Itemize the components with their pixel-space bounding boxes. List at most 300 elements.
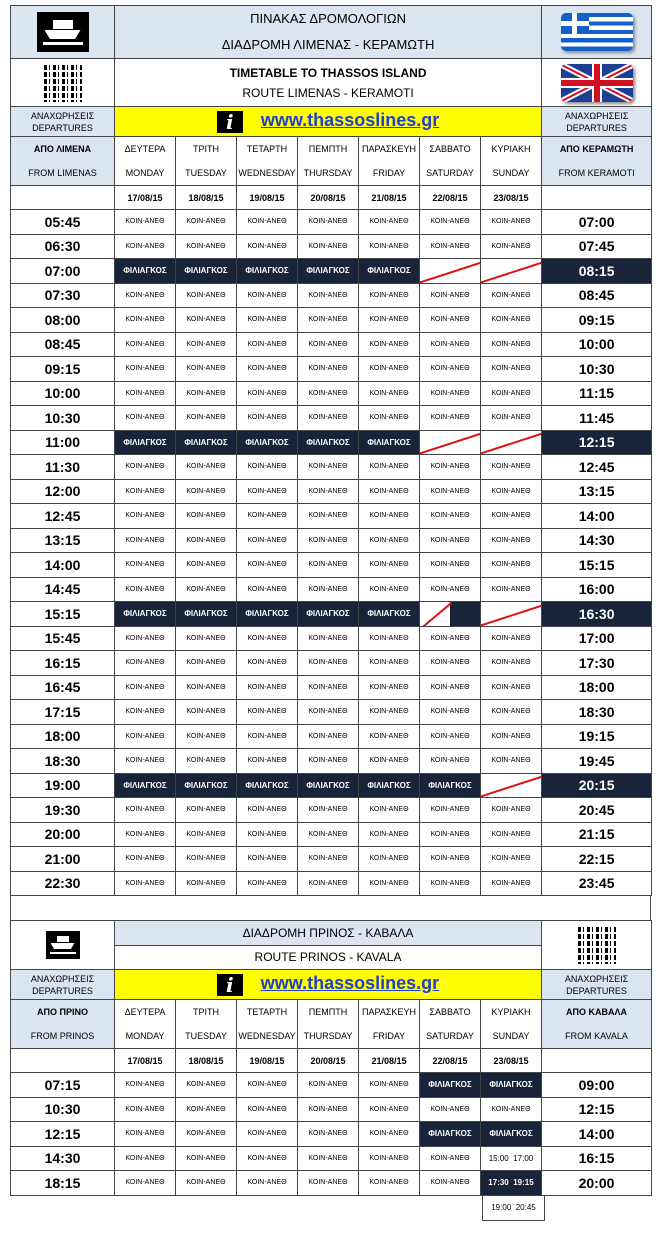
service-koin-aneth: ΚΟΙΝ-ΑΝΕΘ <box>359 675 420 700</box>
service-koin-aneth: ΚΟΙΝ-ΑΝΕΘ <box>237 210 298 235</box>
greek-flag-icon <box>561 13 633 51</box>
service-filiagkos: ΦΙΛΙΑΓΚΟΣ <box>420 1122 481 1147</box>
table-row <box>11 381 652 406</box>
service-koin-aneth: ΚΟΙΝ-ΑΝΕΘ <box>176 1073 237 1098</box>
service-koin-aneth: ΚΟΙΝ-ΑΝΕΘ <box>420 700 481 725</box>
service-filiagkos: ΦΙΛΙΑΓΚΟΣ <box>176 430 237 455</box>
service-koin-aneth: ΚΟΙΝ-ΑΝΕΘ <box>359 357 420 382</box>
date-cell: 22/08/15 <box>420 1049 481 1073</box>
day-header <box>481 1000 542 1049</box>
timetable-page <box>10 5 651 1221</box>
service-koin-aneth: ΚΟΙΝ-ΑΝΕΘ <box>115 406 176 431</box>
date-cell: 21/08/15 <box>359 1049 420 1073</box>
service-koin-aneth: ΚΟΙΝ-ΑΝΕΘ <box>237 381 298 406</box>
date-cell: 23/08/15 <box>481 1049 542 1073</box>
departure-time: 12:00 <box>11 479 115 504</box>
departure-time: 14:45 <box>11 577 115 602</box>
departure-time: 15:15 <box>11 602 115 627</box>
website-banner <box>115 107 542 137</box>
service-koin-aneth: ΚΟΙΝ-ΑΝΕΘ <box>237 847 298 872</box>
service-koin-aneth: ΚΟΙΝ-ΑΝΕΘ <box>298 700 359 725</box>
date-blank-right <box>542 186 652 210</box>
service-filiagkos: ΦΙΛΙΑΓΚΟΣ <box>359 773 420 798</box>
service-koin-aneth: ΚΟΙΝ-ΑΝΕΘ <box>298 455 359 480</box>
service-koin-aneth: ΚΟΙΝ-ΑΝΕΘ <box>481 749 542 774</box>
service-koin-aneth: ΚΟΙΝ-ΑΝΕΘ <box>420 234 481 259</box>
service-filiagkos: ΦΙΛΙΑΓΚΟΣ <box>298 259 359 284</box>
departure-time: 12:15 <box>11 1122 115 1147</box>
route2-title-gr: ΔΙΑΔΡΟΜΗ ΠΡΙΝΟΣ - ΚΑΒΑΛΑ <box>115 921 541 946</box>
date-cell: 21/08/15 <box>359 186 420 210</box>
service-koin-aneth: ΚΟΙΝ-ΑΝΕΘ <box>115 1146 176 1171</box>
service-koin-aneth: ΚΟΙΝ-ΑΝΕΘ <box>298 749 359 774</box>
service-filiagkos: ΦΙΛΙΑΓΚΟΣ <box>481 1122 542 1147</box>
table-row <box>11 871 652 896</box>
table-row <box>11 700 652 725</box>
service-koin-aneth: ΚΟΙΝ-ΑΝΕΘ <box>237 675 298 700</box>
service-koin-aneth: ΚΟΙΝ-ΑΝΕΘ <box>481 626 542 651</box>
service-koin-aneth: ΚΟΙΝ-ΑΝΕΘ <box>115 1122 176 1147</box>
service-koin-aneth: ΚΟΙΝ-ΑΝΕΘ <box>481 210 542 235</box>
table-row <box>11 798 652 823</box>
service-koin-aneth: ΚΟΙΝ-ΑΝΕΘ <box>359 504 420 529</box>
day-en: THURSDAY <box>303 1031 353 1041</box>
service-koin-aneth: ΚΟΙΝ-ΑΝΕΘ <box>359 871 420 896</box>
service-koin-aneth: ΚΟΙΝ-ΑΝΕΘ <box>481 651 542 676</box>
departure-time: 11:30 <box>11 455 115 480</box>
service-koin-aneth: ΚΟΙΝ-ΑΝΕΘ <box>237 724 298 749</box>
service-koin-aneth: ΚΟΙΝ-ΑΝΕΘ <box>359 798 420 823</box>
service-koin-aneth: ΚΟΙΝ-ΑΝΕΘ <box>298 577 359 602</box>
day-en: THURSDAY <box>303 168 353 178</box>
service-filiagkos: ΦΙΛΙΑΓΚΟΣ <box>481 1073 542 1098</box>
service-koin-aneth: ΚΟΙΝ-ΑΝΕΘ <box>176 1171 237 1196</box>
day-gr: ΠΕΜΠΤΗ <box>308 1007 348 1017</box>
service-koin-aneth: ΚΟΙΝ-ΑΝΕΘ <box>359 455 420 480</box>
date-cell: 17/08/15 <box>115 1049 176 1073</box>
service-koin-aneth: ΚΟΙΝ-ΑΝΕΘ <box>115 479 176 504</box>
table-row <box>11 357 652 382</box>
day-gr: ΤΡΙΤΗ <box>193 1007 219 1017</box>
departure-time: 08:00 <box>11 308 115 333</box>
service-koin-aneth: ΚΟΙΝ-ΑΝΕΘ <box>481 1097 542 1122</box>
service-koin-aneth: ΚΟΙΝ-ΑΝΕΘ <box>359 577 420 602</box>
service-koin-aneth: ΚΟΙΝ-ΑΝΕΘ <box>237 871 298 896</box>
service-koin-aneth: ΚΟΙΝ-ΑΝΕΘ <box>420 577 481 602</box>
time-a: 17:30 <box>488 1178 509 1188</box>
day-header <box>298 137 359 186</box>
service-koin-aneth: ΚΟΙΝ-ΑΝΕΘ <box>298 675 359 700</box>
service-koin-aneth: ΚΟΙΝ-ΑΝΕΘ <box>298 626 359 651</box>
day-gr: ΤΕΤΑΡΤΗ <box>246 1007 288 1017</box>
route1-title-gr: ΠΙΝΑΚΑΣ ΔΡΟΜΟΛΟΓΙΩΝ <box>250 11 406 26</box>
day-gr: ΔΕΥΤΕΡΑ <box>124 144 166 154</box>
service-koin-aneth: ΚΟΙΝ-ΑΝΕΘ <box>420 1146 481 1171</box>
service-koin-aneth: ΚΟΙΝ-ΑΝΕΘ <box>481 847 542 872</box>
service-koin-aneth: ΚΟΙΝ-ΑΝΕΘ <box>176 234 237 259</box>
arrival-time: 08:45 <box>542 283 652 308</box>
service-koin-aneth: ΚΟΙΝ-ΑΝΕΘ <box>115 577 176 602</box>
departure-time: 14:30 <box>11 1146 115 1171</box>
date-cell: 19/08/15 <box>237 186 298 210</box>
ship-icon <box>37 12 89 52</box>
service-koin-aneth: ΚΟΙΝ-ΑΝΕΘ <box>237 332 298 357</box>
table-row <box>11 283 652 308</box>
service-koin-aneth: ΚΟΙΝ-ΑΝΕΘ <box>115 651 176 676</box>
from-limenas-header: ΑΠΟ ΛΙΜΕΝΑ FROM LIMENAS <box>11 137 115 186</box>
service-koin-aneth: ΚΟΙΝ-ΑΝΕΘ <box>176 1122 237 1147</box>
time-a: 15:00 <box>488 1153 509 1163</box>
service-koin-aneth: ΚΟΙΝ-ΑΝΕΘ <box>481 455 542 480</box>
service-koin-aneth: ΚΟΙΝ-ΑΝΕΘ <box>481 528 542 553</box>
departure-time: 15:45 <box>11 626 115 651</box>
service-koin-aneth: ΚΟΙΝ-ΑΝΕΘ <box>237 357 298 382</box>
website-link[interactable]: www.thassoslines.gr <box>260 110 440 131</box>
departures-left-2: ΑΝΑΧΩΡΗΣΕΙΣ DEPARTURES <box>11 970 115 1000</box>
service-koin-aneth: ΚΟΙΝ-ΑΝΕΘ <box>420 553 481 578</box>
service-koin-aneth: ΚΟΙΝ-ΑΝΕΘ <box>481 308 542 333</box>
table-row <box>11 1146 652 1171</box>
ship-icon <box>46 931 80 959</box>
service-koin-aneth: ΚΟΙΝ-ΑΝΕΘ <box>420 332 481 357</box>
service-koin-aneth: ΚΟΙΝ-ΑΝΕΘ <box>420 357 481 382</box>
service-koin-aneth: ΚΟΙΝ-ΑΝΕΘ <box>359 381 420 406</box>
table-row <box>11 822 652 847</box>
service-koin-aneth: ΚΟΙΝ-ΑΝΕΘ <box>115 626 176 651</box>
service-koin-aneth: ΚΟΙΝ-ΑΝΕΘ <box>420 528 481 553</box>
sunday-times <box>481 1146 542 1171</box>
arrival-time: 14:00 <box>542 1122 652 1147</box>
table-row <box>11 479 652 504</box>
service-koin-aneth: ΚΟΙΝ-ΑΝΕΘ <box>359 210 420 235</box>
table-row <box>11 455 652 480</box>
service-koin-aneth: ΚΟΙΝ-ΑΝΕΘ <box>481 822 542 847</box>
service-koin-aneth: ΚΟΙΝ-ΑΝΕΘ <box>176 308 237 333</box>
table-row <box>11 234 652 259</box>
departures-left: ΑΝΑΧΩΡΗΣΕΙΣ DEPARTURES <box>11 107 115 137</box>
service-koin-aneth: ΚΟΙΝ-ΑΝΕΘ <box>359 283 420 308</box>
service-koin-aneth: ΚΟΙΝ-ΑΝΕΘ <box>298 210 359 235</box>
from-kavala-header: ΑΠΟ ΚΑΒΑΛΑ FROM KAVALA <box>542 1000 652 1049</box>
day-header <box>420 137 481 186</box>
arrival-time: 16:15 <box>542 1146 652 1171</box>
day-gr: ΣΑΒΒΑΤΟ <box>429 1007 471 1017</box>
arrival-time: 19:15 <box>542 724 652 749</box>
service-koin-aneth: ΚΟΙΝ-ΑΝΕΘ <box>115 871 176 896</box>
arrival-time: 18:00 <box>542 675 652 700</box>
departure-time: 10:30 <box>11 406 115 431</box>
time-b: 19:15 <box>513 1178 534 1188</box>
from-prinos-header: ΑΠΟ ΠΡΙΝΟ FROM PRINOS <box>11 1000 115 1049</box>
day-header <box>481 137 542 186</box>
departure-time: 05:45 <box>11 210 115 235</box>
service-koin-aneth: ΚΟΙΝ-ΑΝΕΘ <box>115 1073 176 1098</box>
website-banner-2 <box>115 970 542 1000</box>
service-koin-aneth: ΚΟΙΝ-ΑΝΕΘ <box>359 749 420 774</box>
service-koin-aneth: ΚΟΙΝ-ΑΝΕΘ <box>359 406 420 431</box>
day-header <box>237 137 298 186</box>
departure-time: 13:15 <box>11 528 115 553</box>
table-row <box>11 1171 652 1196</box>
service-koin-aneth: ΚΟΙΝ-ΑΝΕΘ <box>176 651 237 676</box>
qr-code-cell-2 <box>542 921 652 970</box>
service-koin-aneth: ΚΟΙΝ-ΑΝΕΘ <box>420 406 481 431</box>
date-cell: 20/08/15 <box>298 1049 359 1073</box>
service-filiagkos: ΦΙΛΙΑΓΚΟΣ <box>176 773 237 798</box>
service-koin-aneth: ΚΟΙΝ-ΑΝΕΘ <box>115 798 176 823</box>
departure-time: 14:00 <box>11 553 115 578</box>
cancelled-cell <box>481 602 542 627</box>
table-row <box>11 332 652 357</box>
spacer <box>10 896 651 920</box>
extra-time-start: 19:00 <box>491 1202 512 1212</box>
service-koin-aneth: ΚΟΙΝ-ΑΝΕΘ <box>481 332 542 357</box>
service-koin-aneth: ΚΟΙΝ-ΑΝΕΘ <box>359 1073 420 1098</box>
service-koin-aneth: ΚΟΙΝ-ΑΝΕΘ <box>359 553 420 578</box>
service-koin-aneth: ΚΟΙΝ-ΑΝΕΘ <box>176 798 237 823</box>
arrival-time: 12:15 <box>542 430 652 455</box>
service-filiagkos: ΦΙΛΙΑΓΚΟΣ <box>359 259 420 284</box>
service-koin-aneth: ΚΟΙΝ-ΑΝΕΘ <box>237 651 298 676</box>
service-koin-aneth: ΚΟΙΝ-ΑΝΕΘ <box>481 798 542 823</box>
departure-time: 17:15 <box>11 700 115 725</box>
service-koin-aneth: ΚΟΙΝ-ΑΝΕΘ <box>481 700 542 725</box>
service-koin-aneth: ΚΟΙΝ-ΑΝΕΘ <box>298 381 359 406</box>
service-koin-aneth: ΚΟΙΝ-ΑΝΕΘ <box>420 651 481 676</box>
service-koin-aneth: ΚΟΙΝ-ΑΝΕΘ <box>359 700 420 725</box>
service-koin-aneth: ΚΟΙΝ-ΑΝΕΘ <box>237 479 298 504</box>
service-koin-aneth: ΚΟΙΝ-ΑΝΕΘ <box>115 332 176 357</box>
service-koin-aneth: ΚΟΙΝ-ΑΝΕΘ <box>298 1097 359 1122</box>
service-koin-aneth: ΚΟΙΝ-ΑΝΕΘ <box>176 577 237 602</box>
day-en: TUESDAY <box>185 1031 227 1041</box>
service-koin-aneth: ΚΟΙΝ-ΑΝΕΘ <box>298 332 359 357</box>
qr-code-icon <box>578 926 616 964</box>
table-row <box>11 626 652 651</box>
arrival-time: 16:00 <box>542 577 652 602</box>
table-row <box>11 577 652 602</box>
table-row <box>11 1073 652 1098</box>
service-koin-aneth: ΚΟΙΝ-ΑΝΕΘ <box>359 1146 420 1171</box>
service-koin-aneth: ΚΟΙΝ-ΑΝΕΘ <box>237 504 298 529</box>
table-row <box>11 749 652 774</box>
service-filiagkos: ΦΙΛΙΑΓΚΟΣ <box>298 430 359 455</box>
service-koin-aneth: ΚΟΙΝ-ΑΝΕΘ <box>298 406 359 431</box>
table-row <box>11 504 652 529</box>
departures-right: ΑΝΑΧΩΡΗΣΕΙΣ DEPARTURES <box>542 107 652 137</box>
service-koin-aneth: ΚΟΙΝ-ΑΝΕΘ <box>481 406 542 431</box>
day-header <box>176 1000 237 1049</box>
service-koin-aneth: ΚΟΙΝ-ΑΝΕΘ <box>176 724 237 749</box>
arrival-time: 19:45 <box>542 749 652 774</box>
service-koin-aneth: ΚΟΙΝ-ΑΝΕΘ <box>298 1146 359 1171</box>
service-koin-aneth: ΚΟΙΝ-ΑΝΕΘ <box>359 626 420 651</box>
service-filiagkos: ΦΙΛΙΑΓΚΟΣ <box>298 773 359 798</box>
table-row <box>11 553 652 578</box>
arrival-time: 21:15 <box>542 822 652 847</box>
arrival-time: 20:15 <box>542 773 652 798</box>
service-koin-aneth: ΚΟΙΝ-ΑΝΕΘ <box>298 479 359 504</box>
service-koin-aneth: ΚΟΙΝ-ΑΝΕΘ <box>176 210 237 235</box>
arrival-time: 14:30 <box>542 528 652 553</box>
arrival-time: 17:30 <box>542 651 652 676</box>
service-koin-aneth: ΚΟΙΝ-ΑΝΕΘ <box>237 1146 298 1171</box>
service-koin-aneth: ΚΟΙΝ-ΑΝΕΘ <box>420 308 481 333</box>
service-koin-aneth: ΚΟΙΝ-ΑΝΕΘ <box>420 871 481 896</box>
date-cell: 22/08/15 <box>420 186 481 210</box>
route2-header <box>115 921 542 970</box>
service-koin-aneth: ΚΟΙΝ-ΑΝΕΘ <box>359 822 420 847</box>
service-filiagkos: ΦΙΛΙΑΓΚΟΣ <box>115 430 176 455</box>
service-filiagkos: ΦΙΛΙΑΓΚΟΣ <box>420 1073 481 1098</box>
service-koin-aneth: ΚΟΙΝ-ΑΝΕΘ <box>176 332 237 357</box>
service-koin-aneth: ΚΟΙΝ-ΑΝΕΘ <box>176 283 237 308</box>
service-koin-aneth: ΚΟΙΝ-ΑΝΕΘ <box>237 455 298 480</box>
service-koin-aneth: ΚΟΙΝ-ΑΝΕΘ <box>115 847 176 872</box>
arrival-time: 10:30 <box>542 357 652 382</box>
departure-time: 11:00 <box>11 430 115 455</box>
service-koin-aneth: ΚΟΙΝ-ΑΝΕΘ <box>420 381 481 406</box>
cancelled-cell <box>420 602 481 627</box>
service-koin-aneth: ΚΟΙΝ-ΑΝΕΘ <box>298 308 359 333</box>
service-koin-aneth: ΚΟΙΝ-ΑΝΕΘ <box>298 871 359 896</box>
service-koin-aneth: ΚΟΙΝ-ΑΝΕΘ <box>481 871 542 896</box>
table-row <box>11 773 652 798</box>
service-koin-aneth: ΚΟΙΝ-ΑΝΕΘ <box>237 528 298 553</box>
service-koin-aneth: ΚΟΙΝ-ΑΝΕΘ <box>176 700 237 725</box>
day-header <box>298 1000 359 1049</box>
service-koin-aneth: ΚΟΙΝ-ΑΝΕΘ <box>359 234 420 259</box>
day-en: WEDNESDAY <box>238 1031 296 1041</box>
service-koin-aneth: ΚΟΙΝ-ΑΝΕΘ <box>420 626 481 651</box>
qr-code-icon <box>44 64 82 102</box>
route1-table <box>10 5 652 896</box>
service-koin-aneth: ΚΟΙΝ-ΑΝΕΘ <box>359 847 420 872</box>
service-koin-aneth: ΚΟΙΝ-ΑΝΕΘ <box>176 1146 237 1171</box>
service-koin-aneth: ΚΟΙΝ-ΑΝΕΘ <box>481 675 542 700</box>
day-gr: ΔΕΥΤΕΡΑ <box>124 1007 166 1017</box>
arrival-time: 12:45 <box>542 455 652 480</box>
service-koin-aneth: ΚΟΙΝ-ΑΝΕΘ <box>298 357 359 382</box>
service-filiagkos: ΦΙΛΙΑΓΚΟΣ <box>237 430 298 455</box>
arrival-time: 08:15 <box>542 259 652 284</box>
day-header <box>420 1000 481 1049</box>
route1-greek-header <box>115 6 542 59</box>
service-koin-aneth: ΚΟΙΝ-ΑΝΕΘ <box>115 553 176 578</box>
service-koin-aneth: ΚΟΙΝ-ΑΝΕΘ <box>298 1171 359 1196</box>
service-koin-aneth: ΚΟΙΝ-ΑΝΕΘ <box>176 871 237 896</box>
service-koin-aneth: ΚΟΙΝ-ΑΝΕΘ <box>176 357 237 382</box>
service-koin-aneth: ΚΟΙΝ-ΑΝΕΘ <box>359 1122 420 1147</box>
service-koin-aneth: ΚΟΙΝ-ΑΝΕΘ <box>420 283 481 308</box>
service-koin-aneth: ΚΟΙΝ-ΑΝΕΘ <box>298 283 359 308</box>
day-header <box>115 137 176 186</box>
day-header <box>115 1000 176 1049</box>
service-koin-aneth: ΚΟΙΝ-ΑΝΕΘ <box>115 381 176 406</box>
info-icon: i <box>217 111 243 133</box>
service-koin-aneth: ΚΟΙΝ-ΑΝΕΘ <box>176 479 237 504</box>
service-koin-aneth: ΚΟΙΝ-ΑΝΕΘ <box>176 455 237 480</box>
service-koin-aneth: ΚΟΙΝ-ΑΝΕΘ <box>176 1097 237 1122</box>
cancelled-cell <box>481 430 542 455</box>
departure-time: 09:15 <box>11 357 115 382</box>
cancelled-cell <box>481 773 542 798</box>
service-koin-aneth: ΚΟΙΝ-ΑΝΕΘ <box>176 822 237 847</box>
service-filiagkos: ΦΙΛΙΑΓΚΟΣ <box>298 602 359 627</box>
arrival-time: 10:00 <box>542 332 652 357</box>
departure-time: 16:45 <box>11 675 115 700</box>
cancelled-cell <box>420 430 481 455</box>
arrival-time: 11:45 <box>542 406 652 431</box>
service-koin-aneth: ΚΟΙΝ-ΑΝΕΘ <box>237 1171 298 1196</box>
arrival-time: 15:15 <box>542 553 652 578</box>
date-blank-left <box>11 1049 115 1073</box>
service-koin-aneth: ΚΟΙΝ-ΑΝΕΘ <box>420 1097 481 1122</box>
service-koin-aneth: ΚΟΙΝ-ΑΝΕΘ <box>298 1122 359 1147</box>
service-filiagkos: ΦΙΛΙΑΓΚΟΣ <box>115 773 176 798</box>
departure-time: 16:15 <box>11 651 115 676</box>
departure-time: 07:15 <box>11 1073 115 1098</box>
service-koin-aneth: ΚΟΙΝ-ΑΝΕΘ <box>298 528 359 553</box>
departure-time: 21:00 <box>11 847 115 872</box>
day-header <box>359 1000 420 1049</box>
day-gr: ΚΥΡΙΑΚΗ <box>491 1007 531 1017</box>
table-row <box>11 259 652 284</box>
service-koin-aneth: ΚΟΙΝ-ΑΝΕΘ <box>420 822 481 847</box>
table-row <box>11 308 652 333</box>
arrival-time: 23:45 <box>542 871 652 896</box>
service-koin-aneth: ΚΟΙΝ-ΑΝΕΘ <box>481 381 542 406</box>
date-blank-right <box>542 1049 652 1073</box>
service-koin-aneth: ΚΟΙΝ-ΑΝΕΘ <box>481 357 542 382</box>
arrival-time: 11:15 <box>542 381 652 406</box>
day-en: SUNDAY <box>492 1031 530 1041</box>
table-row <box>11 675 652 700</box>
service-koin-aneth: ΚΟΙΝ-ΑΝΕΘ <box>237 1073 298 1098</box>
service-koin-aneth: ΚΟΙΝ-ΑΝΕΘ <box>359 1097 420 1122</box>
service-koin-aneth: ΚΟΙΝ-ΑΝΕΘ <box>176 381 237 406</box>
departure-time: 18:15 <box>11 1171 115 1196</box>
service-koin-aneth: ΚΟΙΝ-ΑΝΕΘ <box>237 822 298 847</box>
day-en: FRIDAY <box>372 1031 406 1041</box>
service-koin-aneth: ΚΟΙΝ-ΑΝΕΘ <box>481 283 542 308</box>
service-koin-aneth: ΚΟΙΝ-ΑΝΕΘ <box>298 822 359 847</box>
service-koin-aneth: ΚΟΙΝ-ΑΝΕΘ <box>115 749 176 774</box>
date-cell: 23/08/15 <box>481 186 542 210</box>
service-koin-aneth: ΚΟΙΝ-ΑΝΕΘ <box>176 504 237 529</box>
service-koin-aneth: ΚΟΙΝ-ΑΝΕΘ <box>237 553 298 578</box>
service-filiagkos: ΦΙΛΙΑΓΚΟΣ <box>176 259 237 284</box>
service-filiagkos: ΦΙΛΙΑΓΚΟΣ <box>237 773 298 798</box>
day-en: SATURDAY <box>426 168 474 178</box>
service-koin-aneth: ΚΟΙΝ-ΑΝΕΘ <box>237 1097 298 1122</box>
service-koin-aneth: ΚΟΙΝ-ΑΝΕΘ <box>359 1171 420 1196</box>
service-koin-aneth: ΚΟΙΝ-ΑΝΕΘ <box>481 504 542 529</box>
arrival-time: 09:00 <box>542 1073 652 1098</box>
service-koin-aneth: ΚΟΙΝ-ΑΝΕΘ <box>115 357 176 382</box>
website-link[interactable]: www.thassoslines.gr <box>260 973 440 994</box>
service-koin-aneth: ΚΟΙΝ-ΑΝΕΘ <box>420 455 481 480</box>
arrival-time: 20:45 <box>542 798 652 823</box>
service-filiagkos: ΦΙΛΙΑΓΚΟΣ <box>237 602 298 627</box>
route1-english-header <box>115 59 542 107</box>
service-koin-aneth: ΚΟΙΝ-ΑΝΕΘ <box>420 724 481 749</box>
service-koin-aneth: ΚΟΙΝ-ΑΝΕΘ <box>298 724 359 749</box>
service-koin-aneth: ΚΟΙΝ-ΑΝΕΘ <box>176 406 237 431</box>
departures-right-2: ΑΝΑΧΩΡΗΣΕΙΣ DEPARTURES <box>542 970 652 1000</box>
date-cell: 20/08/15 <box>298 186 359 210</box>
service-koin-aneth: ΚΟΙΝ-ΑΝΕΘ <box>115 1097 176 1122</box>
